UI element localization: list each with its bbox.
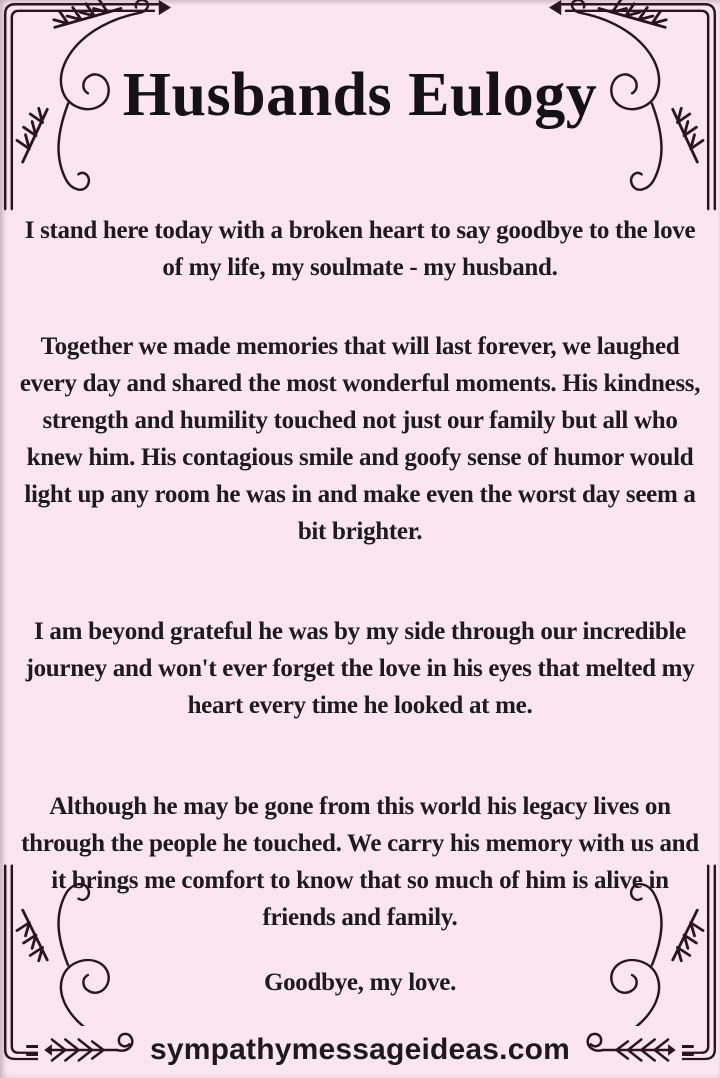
eulogy-paragraph-3: I am beyond grateful he was by my side through our incredible journey and won't ever forget the love in his eyes that melted my heart every time he looked at me. — [25, 618, 695, 719]
footer — [0, 1026, 720, 1074]
eulogy-paragraph-4: Although he may be gone from this world his legacy lives on through the people he touched. We carry his memory with us and it brings me comfort to know that so much of him is alive in friends and family. — [21, 793, 699, 931]
eulogy-paragraph-2: Together we made memories that will last forever, we laughed every day and shared the most wonderful moments. His kindness, strength and humility touched not just our family but all who knew him. His contagious smile and goofy sense of humor would light up any room he was in and make even the worst day seem a bit brighter. — [19, 333, 701, 545]
website-text: sympathymessageideas.com — [149, 1033, 570, 1066]
page-title: Husbands Eulogy — [122, 61, 598, 129]
leaf-sprig-right-icon — [574, 1028, 678, 1072]
closing-line: Goodbye, my love. — [263, 969, 457, 996]
eulogy-paragraph-1: I stand here today with a broken heart to say goodbye to the love of my life, my soulmate - my husband. — [24, 217, 696, 281]
footer-inner — [38, 1026, 682, 1074]
leaf-sprig-left-icon — [42, 1028, 146, 1072]
